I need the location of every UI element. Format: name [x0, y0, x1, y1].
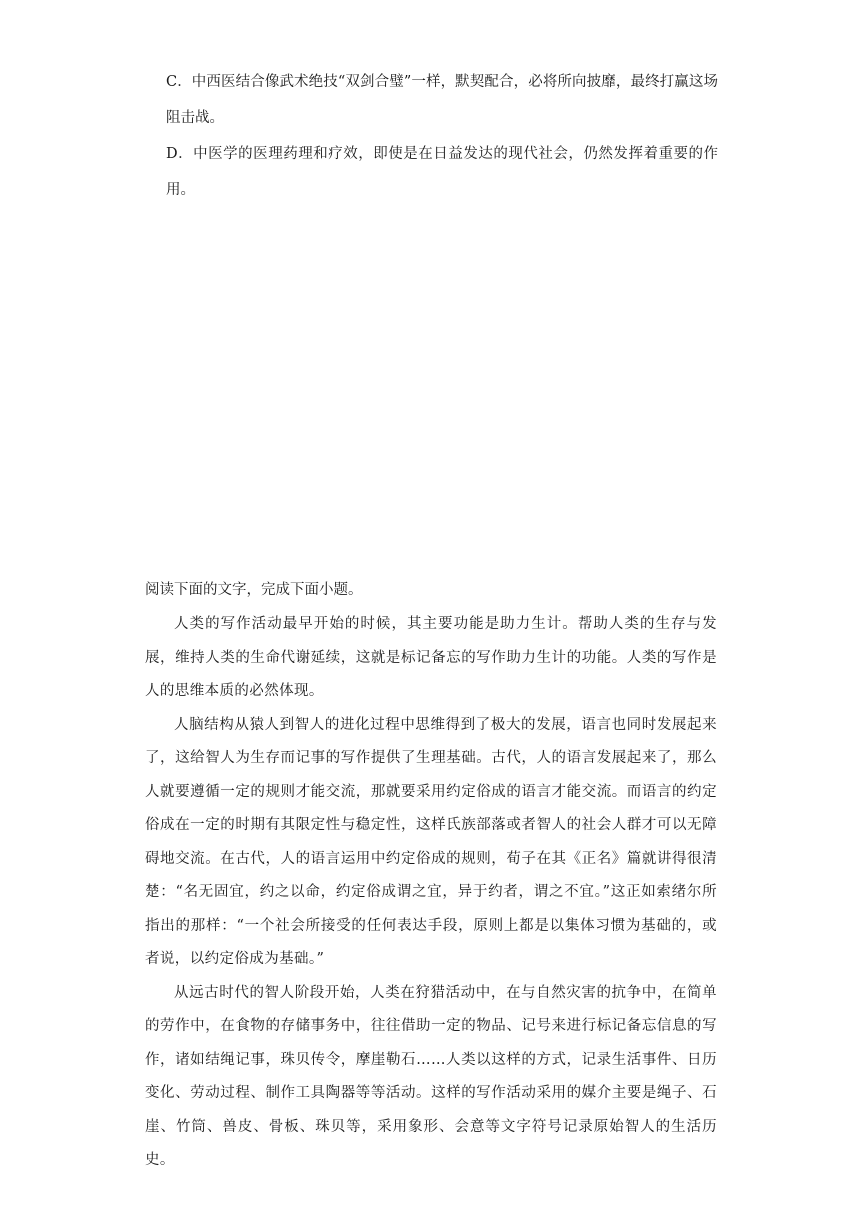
- passage-paragraph-2: 人脑结构从猿人到智人的进化过程中思维得到了极大的发展，语言也同时发展起来了，这给智人为生存而记事的写作提供了生理基础。古代，人的语言发展起来了，那么人就要遵循一定的规则才能交流，那就要采用约定俗成的语言才能交流。而语言的约定俗成在一定的时期有其限定性与稳定性，这样氏族部落或者智人的社会人群才可以无障碍地交流。在古代，人的语言运用中约定俗成的规则，荀子在其《正名》篇就讲得很清楚：“名无固宜，约之以命，约定俗成谓之宜，异于约者，谓之不宜。”这正如索绪尔所指出的那样：“一个社会所接受的任何表达手段，原则上都是以集体习惯为基础的，或者说，以约定俗成为基础。”: [145, 716, 717, 967]
- passage-paragraph-3: 从远古时代的智人阶段开始，人类在狩猎活动中，在与自然灾害的抗争中，在简单的劳作中，在食物的存储事务中，往往借助一定的物品、记号来进行标记备忘信息的写作，诸如结绳记事，珠贝传令，摩崖勒石……人类以这样的方式，记录生活事件、日历变化、劳动过程、制作工具陶器等等活动。这样的写作活动采用的媒介主要是绳子、石崖、竹筒、兽皮、骨板、珠贝等，采用象形、会意等文字符号记录原始智人的生活历史。: [145, 984, 717, 1168]
- option-d: D．中医学的医理药理和疗效，即使是在日益发达的现代社会，仍然发挥着重要的作用。: [166, 146, 718, 198]
- option-c: C．中西医结合像武术绝技“双剑合璧”一样，默契配合，必将所向披靡，最终打赢这场阻击战。: [166, 74, 718, 126]
- passage-paragraph-1: 人类的写作活动最早开始的时候，其主要功能是助力生计。帮助人类的生存与发展，维持人类的生命代谢延续，这就是标记备忘的写作助力生计的功能。人类的写作是人的思维本质的必然体现。: [145, 616, 717, 699]
- reading-passage: [145, 608, 717, 1178]
- reading-instruction: 阅读下面的文字，完成下面小题。: [145, 582, 363, 598]
